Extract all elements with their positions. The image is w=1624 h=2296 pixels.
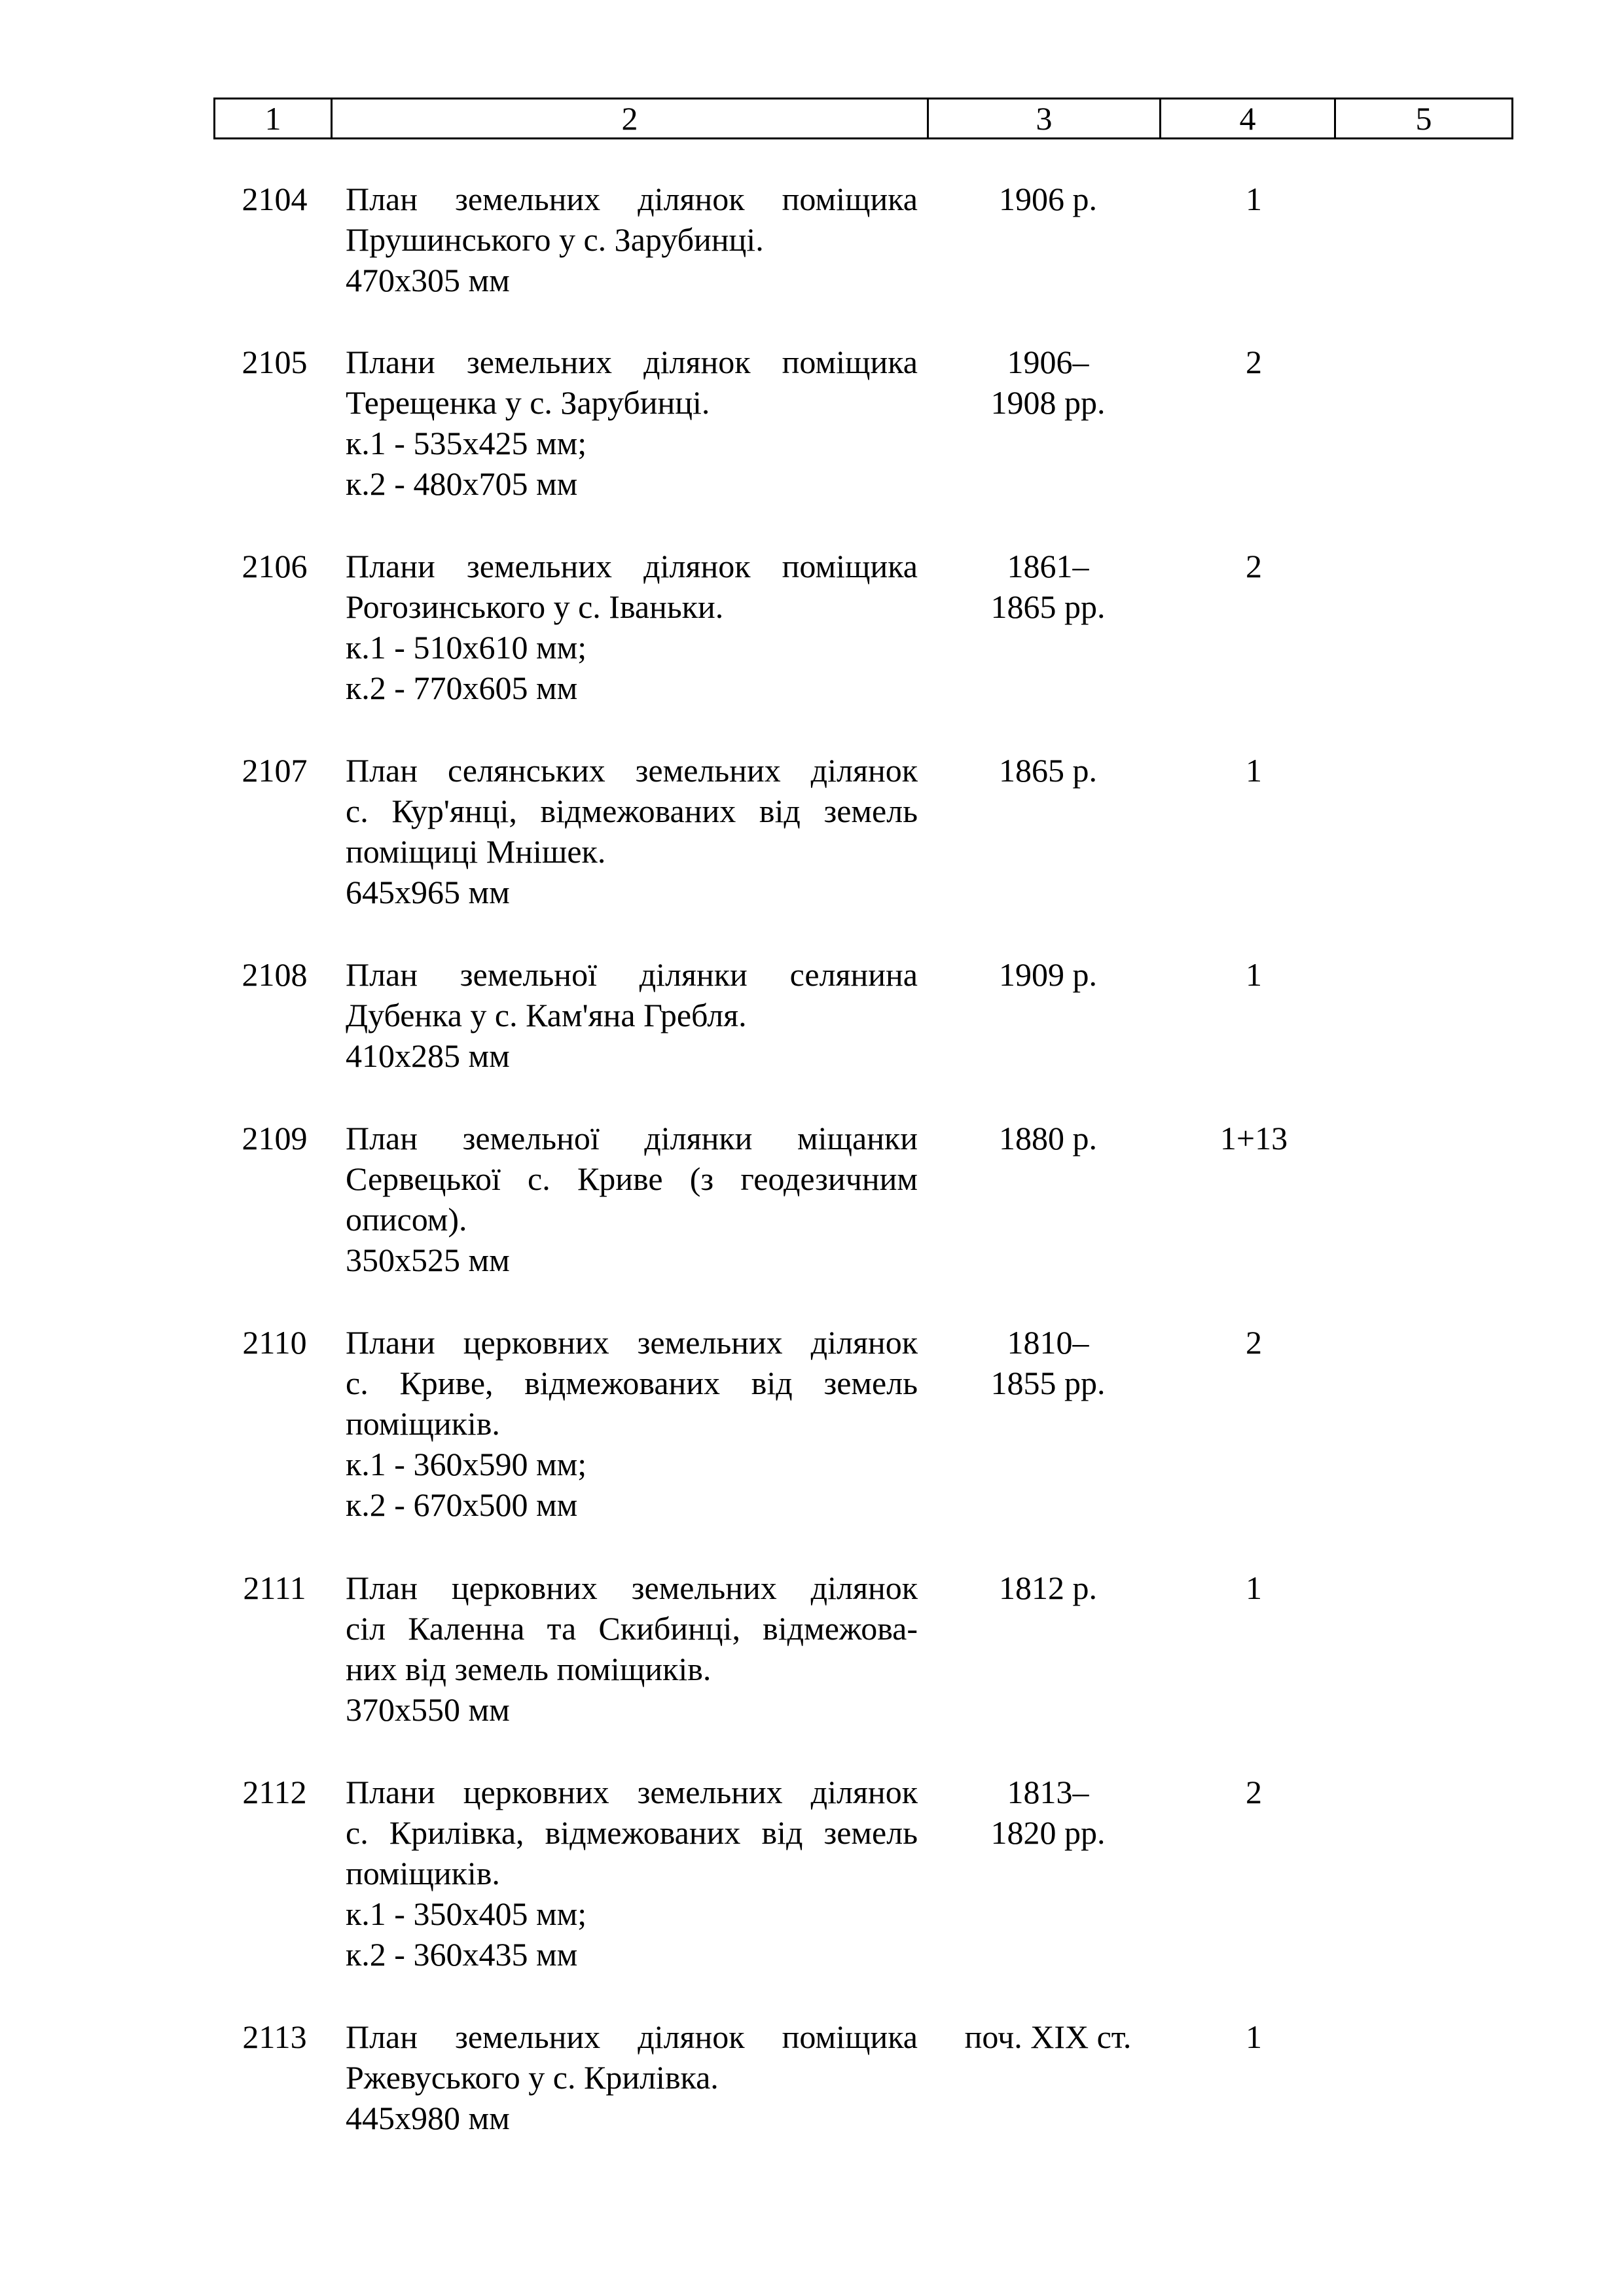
- description-line: 445х980 мм: [346, 2100, 510, 2136]
- date-line: 1906–: [1007, 344, 1089, 380]
- description-line: поміщиків.: [346, 1855, 500, 1892]
- description-line: План земельної ділянки міщанки: [346, 1120, 918, 1157]
- description-line: к.2 - 360х435 мм: [346, 1936, 578, 1973]
- entry-description: [346, 954, 918, 1076]
- entry-date: [929, 1322, 1166, 1403]
- date-line: поч. XIX ст.: [964, 2018, 1132, 2055]
- description-line: к.2 - 770х605 мм: [346, 670, 578, 706]
- entry-date: [929, 954, 1166, 995]
- entry-number: 2112: [242, 1774, 307, 1810]
- description-line: к.1 - 535х425 мм;: [346, 425, 587, 461]
- column-header-table: [213, 98, 1513, 139]
- date-line: 1865 рр.: [990, 588, 1106, 625]
- entry-description: [346, 750, 918, 912]
- entry-number: 2109: [242, 1120, 308, 1157]
- description-line: План селянських земельних ділянок: [346, 752, 918, 789]
- description-line: с. Криве, відмежованих від земель: [346, 1365, 918, 1401]
- entry-description: [346, 2017, 918, 2138]
- entry-quantity: 2: [1246, 1324, 1262, 1361]
- entry-quantity: 2: [1246, 344, 1262, 380]
- entry-description: [346, 1118, 918, 1280]
- column-header-5: 5: [1415, 100, 1432, 137]
- description-line: к.2 - 670х500 мм: [346, 1486, 578, 1523]
- description-line: с. Кур'янці, відмежованих від земель: [346, 793, 918, 829]
- description-line: поміщиків.: [346, 1405, 500, 1442]
- entry-number: 2110: [242, 1324, 307, 1361]
- description-line: с. Крилівка, відмежованих від земель: [346, 1814, 918, 1851]
- column-header-1: 1: [215, 99, 333, 137]
- description-line: Плани земельних ділянок поміщика: [346, 344, 918, 380]
- entry-quantity: 1+13: [1219, 1120, 1288, 1157]
- date-line: 1820 рр.: [990, 1814, 1106, 1851]
- description-line: Плани церковних земельних ділянок: [346, 1324, 918, 1361]
- entry-date: [929, 750, 1166, 791]
- description-line: Прушинського у с. Зарубинці.: [346, 221, 764, 258]
- entry-number: 2113: [242, 2018, 307, 2055]
- description-line: Ржевуського у с. Крилівка.: [346, 2059, 719, 2096]
- description-line: к.1 - 350х405 мм;: [346, 1895, 587, 1932]
- entry-description: [346, 179, 918, 300]
- date-line: 1861–: [1007, 548, 1089, 584]
- date-line: 1880 р.: [999, 1120, 1097, 1157]
- date-line: 1855 рр.: [990, 1365, 1106, 1401]
- description-line: поміщиці Мнішек.: [346, 833, 606, 870]
- entry-date: [929, 2017, 1166, 2057]
- date-line: 1906 р.: [999, 181, 1097, 217]
- description-line: 370х550 мм: [346, 1691, 510, 1728]
- description-line: Терещенка у с. Зарубинці.: [346, 384, 710, 421]
- description-line: 470х305 мм: [346, 262, 510, 298]
- description-line: них від земель поміщиків.: [346, 1651, 712, 1687]
- entry-date: [929, 179, 1166, 219]
- column-header-4: 4: [1161, 99, 1336, 137]
- description-line: План земельної ділянки селянина: [346, 956, 918, 993]
- entry-description: [346, 546, 918, 708]
- date-line: 1813–: [1007, 1774, 1089, 1810]
- date-line: 1812 р.: [999, 1570, 1097, 1606]
- description-line: 410х285 мм: [346, 1037, 510, 1074]
- entry-description: [346, 1322, 918, 1525]
- description-line: 645х965 мм: [346, 874, 510, 910]
- entry-description: [346, 342, 918, 504]
- description-line: План земельних ділянок поміщика: [346, 2018, 918, 2055]
- entry-description: [346, 1772, 918, 1975]
- description-line: описом).: [346, 1201, 467, 1238]
- column-header-3: 3: [929, 99, 1161, 137]
- description-line: сіл Каленна та Скибинці, відмежова-: [346, 1610, 918, 1647]
- date-line: 1909 р.: [999, 956, 1097, 993]
- entry-date: [929, 342, 1166, 423]
- description-line: к.2 - 480х705 мм: [346, 465, 578, 502]
- date-line: 1865 р.: [999, 752, 1097, 789]
- date-line: 1908 рр.: [990, 384, 1106, 421]
- entry-number: 2107: [242, 752, 308, 789]
- description-line: Сервецької с. Криве (з геодезичним: [346, 1160, 918, 1197]
- entry-number: 2104: [242, 181, 308, 217]
- entry-quantity: 1: [1246, 2018, 1262, 2055]
- description-line: 350х525 мм: [346, 1242, 510, 1278]
- entry-number: 2111: [243, 1570, 306, 1606]
- entry-quantity: 1: [1246, 181, 1262, 217]
- entry-date: [929, 1772, 1166, 1853]
- entry-quantity: 1: [1246, 956, 1262, 993]
- description-line: Рогозинського у с. Іваньки.: [346, 588, 724, 625]
- entry-quantity: 1: [1246, 752, 1262, 789]
- entry-date: [929, 546, 1166, 627]
- entry-date: [929, 1568, 1166, 1608]
- description-line: План земельних ділянок поміщика: [346, 181, 918, 217]
- description-line: План церковних земельних ділянок: [346, 1570, 918, 1606]
- description-line: Плани церковних земельних ділянок: [346, 1774, 918, 1810]
- date-line: 1810–: [1007, 1324, 1089, 1361]
- description-line: Дубенка у с. Кам'яна Гребля.: [346, 997, 747, 1033]
- entry-quantity: 1: [1246, 1570, 1262, 1606]
- description-line: Плани земельних ділянок поміщика: [346, 548, 918, 584]
- description-line: к.1 - 510х610 мм;: [346, 629, 587, 666]
- entry-description: [346, 1568, 918, 1730]
- entry-quantity: 2: [1246, 1774, 1262, 1810]
- entry-number: 2105: [242, 344, 308, 380]
- entry-number: 2106: [242, 548, 308, 584]
- description-line: к.1 - 360х590 мм;: [346, 1446, 587, 1482]
- entry-date: [929, 1118, 1166, 1158]
- entry-number: 2108: [242, 956, 308, 993]
- entry-quantity: 2: [1246, 548, 1262, 584]
- column-header-2: 2: [333, 99, 929, 137]
